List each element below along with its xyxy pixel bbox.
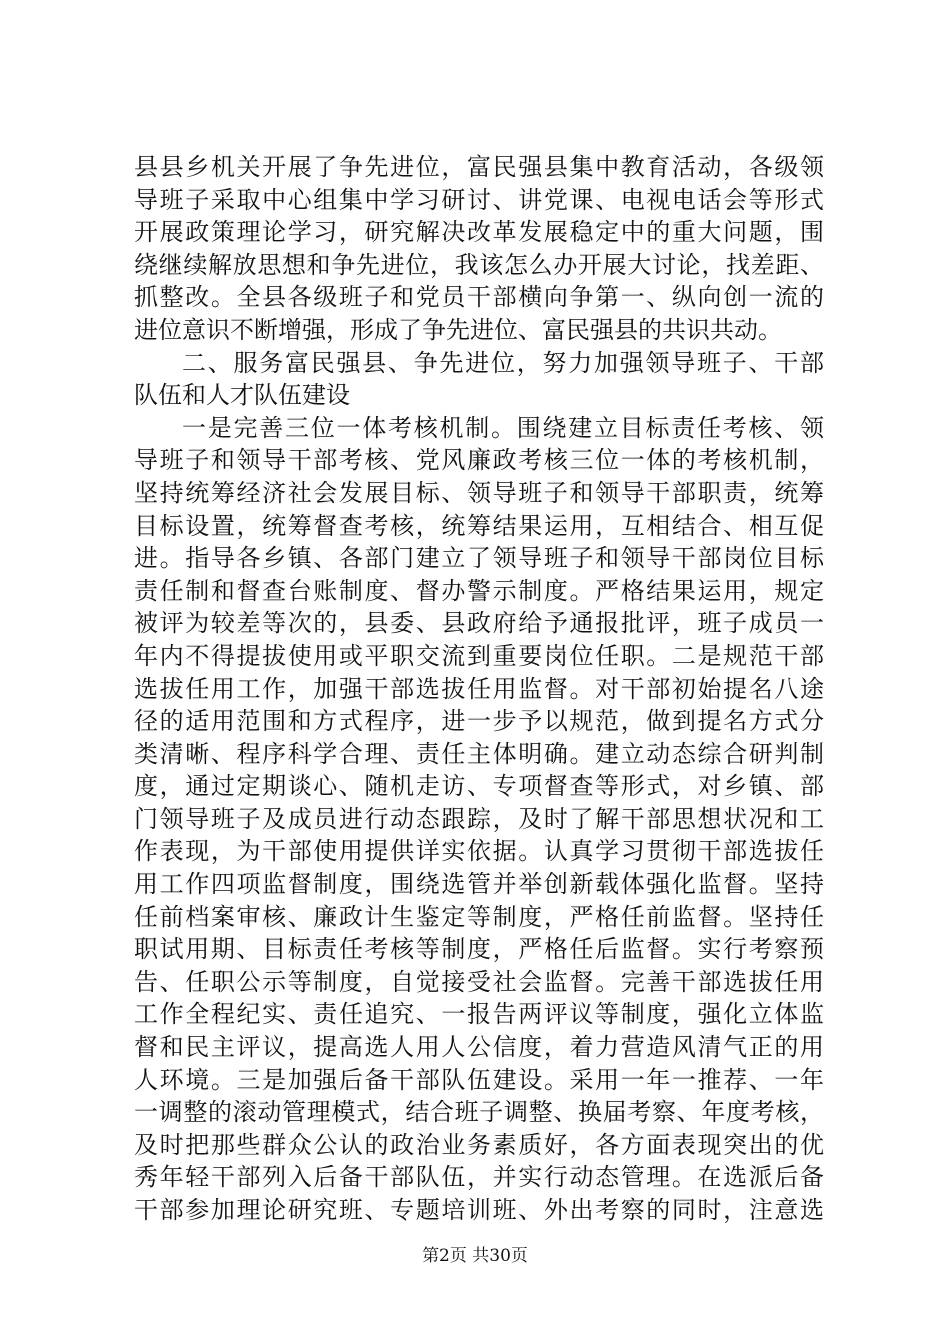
paragraph-line: 任前档案审核、廉政计生鉴定等制度，严格任前监督。坚持任: [134, 902, 824, 931]
paragraph-line: 选拔任用工作，加强干部选拔任用监督。对干部初始提名八途: [134, 674, 824, 703]
paragraph-line: 进。指导各乡镇、各部门建立了领导班子和领导干部岗位目标: [134, 544, 824, 573]
paragraph-line: 一是完善三位一体考核机制。围绕建立目标责任考核、领: [182, 413, 824, 442]
document-body: [134, 151, 824, 1227]
paragraph-line: 县县乡机关开展了争先进位，富民强县集中教育活动，各级领: [134, 153, 824, 181]
paragraph-line: 导班子和领导干部考核、党风廉政考核三位一体的考核机制，: [134, 446, 824, 475]
paragraph-line: 进位意识不断增强，形成了争先进位、富民强县的共识共动。: [134, 315, 782, 344]
paragraph-line: 开展政策理论学习，研究解决改革发展稳定中的重大问题，围: [134, 218, 824, 247]
paragraph-line: 类清晰、程序科学合理、责任主体明确。建立动态综合研判制: [134, 739, 824, 768]
paragraph-line: 径的适用范围和方式程序，进一步予以规范，做到提名方式分: [134, 707, 824, 736]
paragraph-line: 及时把那些群众公认的政治业务素质好，各方面表现突出的优: [134, 1130, 824, 1159]
paragraph-line: 作表现，为干部使用提供详实依据。认真学习贯彻干部选拔任: [134, 837, 824, 866]
paragraph-line: 秀年轻干部列入后备干部队伍，并实行动态管理。在选派后备: [134, 1163, 824, 1192]
paragraph-line: 年内不得提拔使用或平职交流到重要岗位任职。二是规范干部: [134, 641, 824, 670]
paragraph-line: 坚持统筹经济社会发展目标、领导班子和领导干部职责，统筹: [134, 478, 824, 507]
paragraph-line: 绕继续解放思想和争先进位，我该怎么办开展大讨论，找差距、: [134, 250, 824, 279]
paragraph-line: 干部参加理论研究班、专题培训班、外出考察的同时，注意选: [134, 1196, 824, 1224]
paragraph-line: 用工作四项监督制度，围绕选管并举创新载体强化监督。坚持: [134, 870, 824, 899]
section-heading-line: 队伍和人才队伍建设: [134, 381, 350, 410]
paragraph-line: 被评为较差等次的，县委、县政府给予通报批评，班子成员一: [134, 609, 824, 638]
paragraph-line: 人环境。三是加强后备干部队伍建设。采用一年一推荐、一年: [134, 1065, 824, 1094]
paragraph-line: 目标设置，统筹督查考核，统筹结果运用，互相结合、相互促: [134, 511, 824, 540]
paragraph-line: 告、任职公示等制度，自觉接受社会监督。完善干部选拔任用: [134, 967, 824, 996]
page-number-footer: 第2页 共30页: [422, 1246, 528, 1266]
paragraph-line: 抓整改。全县各级班子和党员干部横向争第一、纵向创一流的: [134, 283, 824, 312]
paragraph-line: 一调整的滚动管理模式，结合班子调整、换届考察、年度考核，: [134, 1098, 824, 1127]
paragraph-line: 门领导班子及成员进行动态跟踪，及时了解干部思想状况和工: [134, 804, 824, 833]
section-heading-line: 二、服务富民强县、争先进位，努力加强领导班子、干部: [182, 348, 824, 377]
paragraph-line: 责任制和督查台账制度、督办警示制度。严格结果运用，规定: [134, 576, 824, 605]
paragraph-line: 导班子采取中心组集中学习研讨、讲党课、电视电话会等形式: [134, 185, 824, 214]
paragraph-line: 督和民主评议，提高选人用人公信度，着力营造风清气正的用: [134, 1033, 824, 1062]
paragraph-line: 工作全程纪实、责任追究、一报告两评议等制度，强化立体监: [134, 1000, 824, 1029]
paragraph-line: 度，通过定期谈心、随机走访、专项督查等形式，对乡镇、部: [134, 772, 824, 801]
paragraph-line: 职试用期、目标责任考核等制度，严格任后监督。实行考察预: [134, 935, 824, 964]
